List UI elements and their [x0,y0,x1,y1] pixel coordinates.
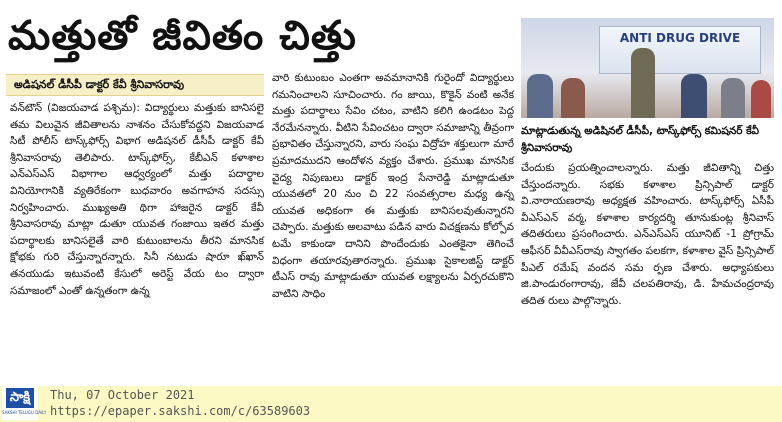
photo-person [721,78,745,118]
article-column-3 [521,160,774,384]
logo-mark: సాక్షి [6,388,34,408]
photo-person [681,74,707,118]
publish-date: Thu, 07 October 2021 [50,388,195,402]
article-column-2 [272,70,514,384]
photo-person [631,48,655,118]
article-text: వారి కుటుంబం ఎంతగా అవమానానికి గురైందో విద్యార్థులు గమనించాలని సూచించారు. గం జాయి, కొకైన్ వంటి అనేక మత్తు పదార్థాలు సేవిం చటం, వాటిని కలిగి ఉండటం పెద్ద నేరమేనన్నారు. వీటిని సేవించటం ద్వారా సమాజాన్ని తీవ్రంగా ప్రభావితం చేస్తున్నారని, వారు సంఘ విద్రోహ శక్తులుగా మారే ప్రమాదముదని ఆందోళన వ్యక్తం చేశారు. ప్రముఖ మానసిక వైద్య నిపుణులు డాక్టర్ ఇంద్ర సేనారెడ్డి మాట్లాడుతూ యువతలో 20 నుం చి 22 సంవత్సరాల మధ్య ఉన్న యువత అధికంగా ఈ మత్తుకు బానిసలవుతున్నారని చెప్పారు. మత్తుకు అలవాటు పడిన వారు విచక్షణను కోల్పోవ టమే కాకుండా దానిని పొందేందుకు ఎంతకైనా తెగించే విధంగా తయారవుతారన్నారు. ప్రముఖ సైకాలజిస్ట్ డాక్టర్ టీఎస్ రావు మాట్లాడుతూ యువత లక్ష్యాలను ఏర్పరచుకొని వాటిని సాధిం [272,72,514,300]
source-url[interactable]: https://epaper.sakshi.com/c/63589603 [50,404,311,418]
event-photo [521,18,774,118]
article-column-1 [10,100,264,384]
footer-bar [0,386,782,422]
photo-person [751,80,771,118]
logo-tagline: SAKSHI TELUGU DAILY [2,410,47,415]
photo-person [561,78,585,118]
headline: మత్తుతో జీవితం చిత్తు [8,13,357,59]
photo-person [527,74,553,118]
article-text: చేందుకు ప్రయత్నించాలన్నారు. మత్తు జీవితాన్ని చిత్తు చేస్తుందన్నారు. సభకు కళాశాల ప్రిన్సిపాల్ డాక్టర్ వి.నారాయణరావు అధ్యక్షత వహించారు. టాస్క్‌ఫోర్స్ ఏసీపీ వీఎస్ఎన్ వర్మ, కళాశాల కార్యదర్శి తూనుకుంట్ల శ్రీనివాస్ తదితరులు ప్రసంగించారు. ఎన్ఎస్ఎస్ యూనిట్ -1 ప్రోగ్రామ్ ఆఫీసర్ వీవీఎస్‌రావు స్వాగతం పలకగా, కళాశాల వైస్ ప్రిన్సిపాల్ పీఎల్ రమేష్ వందన సమ ర్పణ చేశారు. అధ్యాపకులు జి.పాండురంగారావు, జేవీ చలపతిరావు, డి. హేమచంద్రరావు తదిత రులు పాల్గొన్నారు. [521,162,774,307]
photo-caption: మాట్లాడుతున్న అడిషినల్ డీసీపీ, టాస్క్‌ఫోర్స్ కమిషనర్ కేవీ శ్రీనివాసరావు [521,125,760,154]
photo-banner: ANTI DRUG DRIVE [599,26,761,74]
byline: అడిషనల్ డీసీపీ డాక్టర్ కేవీ శ్రీనివాసరావు [6,74,264,96]
article-text: వన్‌టౌన్ (విజయవాడ పశ్చిమ): విద్యార్థులు మత్తుకు బానిసలై తమ విలువైన జీవితాలను నాశనం చేసుకోవద్దని విజయవాడ సిటీ పోలీస్ టాస్క్‌ఫోర్స్ విభాగ అడిషనల్ డీసీపీ డాక్టర్ కేవీ శ్రీనివాసరావు తెలిపారు. టాస్క్‌ఫోర్స్, కేబీఎన్ కళాశాల ఎన్ఎస్ఎస్ విభాగాల ఆధ్వర్యంలో మత్తు పదార్థాల వినియోగానికి వ్యతిరేకంగా బుధవారం అవగాహన సదస్సు నిర్వహించారు. ముఖ్యఅతి థిగా హాజరైన డాక్టర్ కేవీ శ్రీనివాసరావు మాట్లా డుతూ యువత గంజాయి ఇతర మత్తు పదార్థాలకు బానిసలైతే వారి కుటుంబాలను తీరని మానసిక క్షోభకు గురి చేస్తున్నారన్నారు. సినీ నటుడు షారూ ఖ్‌ఖాన్ తనయుడు ఇటువంటి కేసులో అరెస్ట్ వేయ టం ద్వారా సమాజంలో ఎంతో ఉన్నతంగా ఉన్న [10,102,264,297]
sakshi-logo[interactable] [2,386,47,420]
